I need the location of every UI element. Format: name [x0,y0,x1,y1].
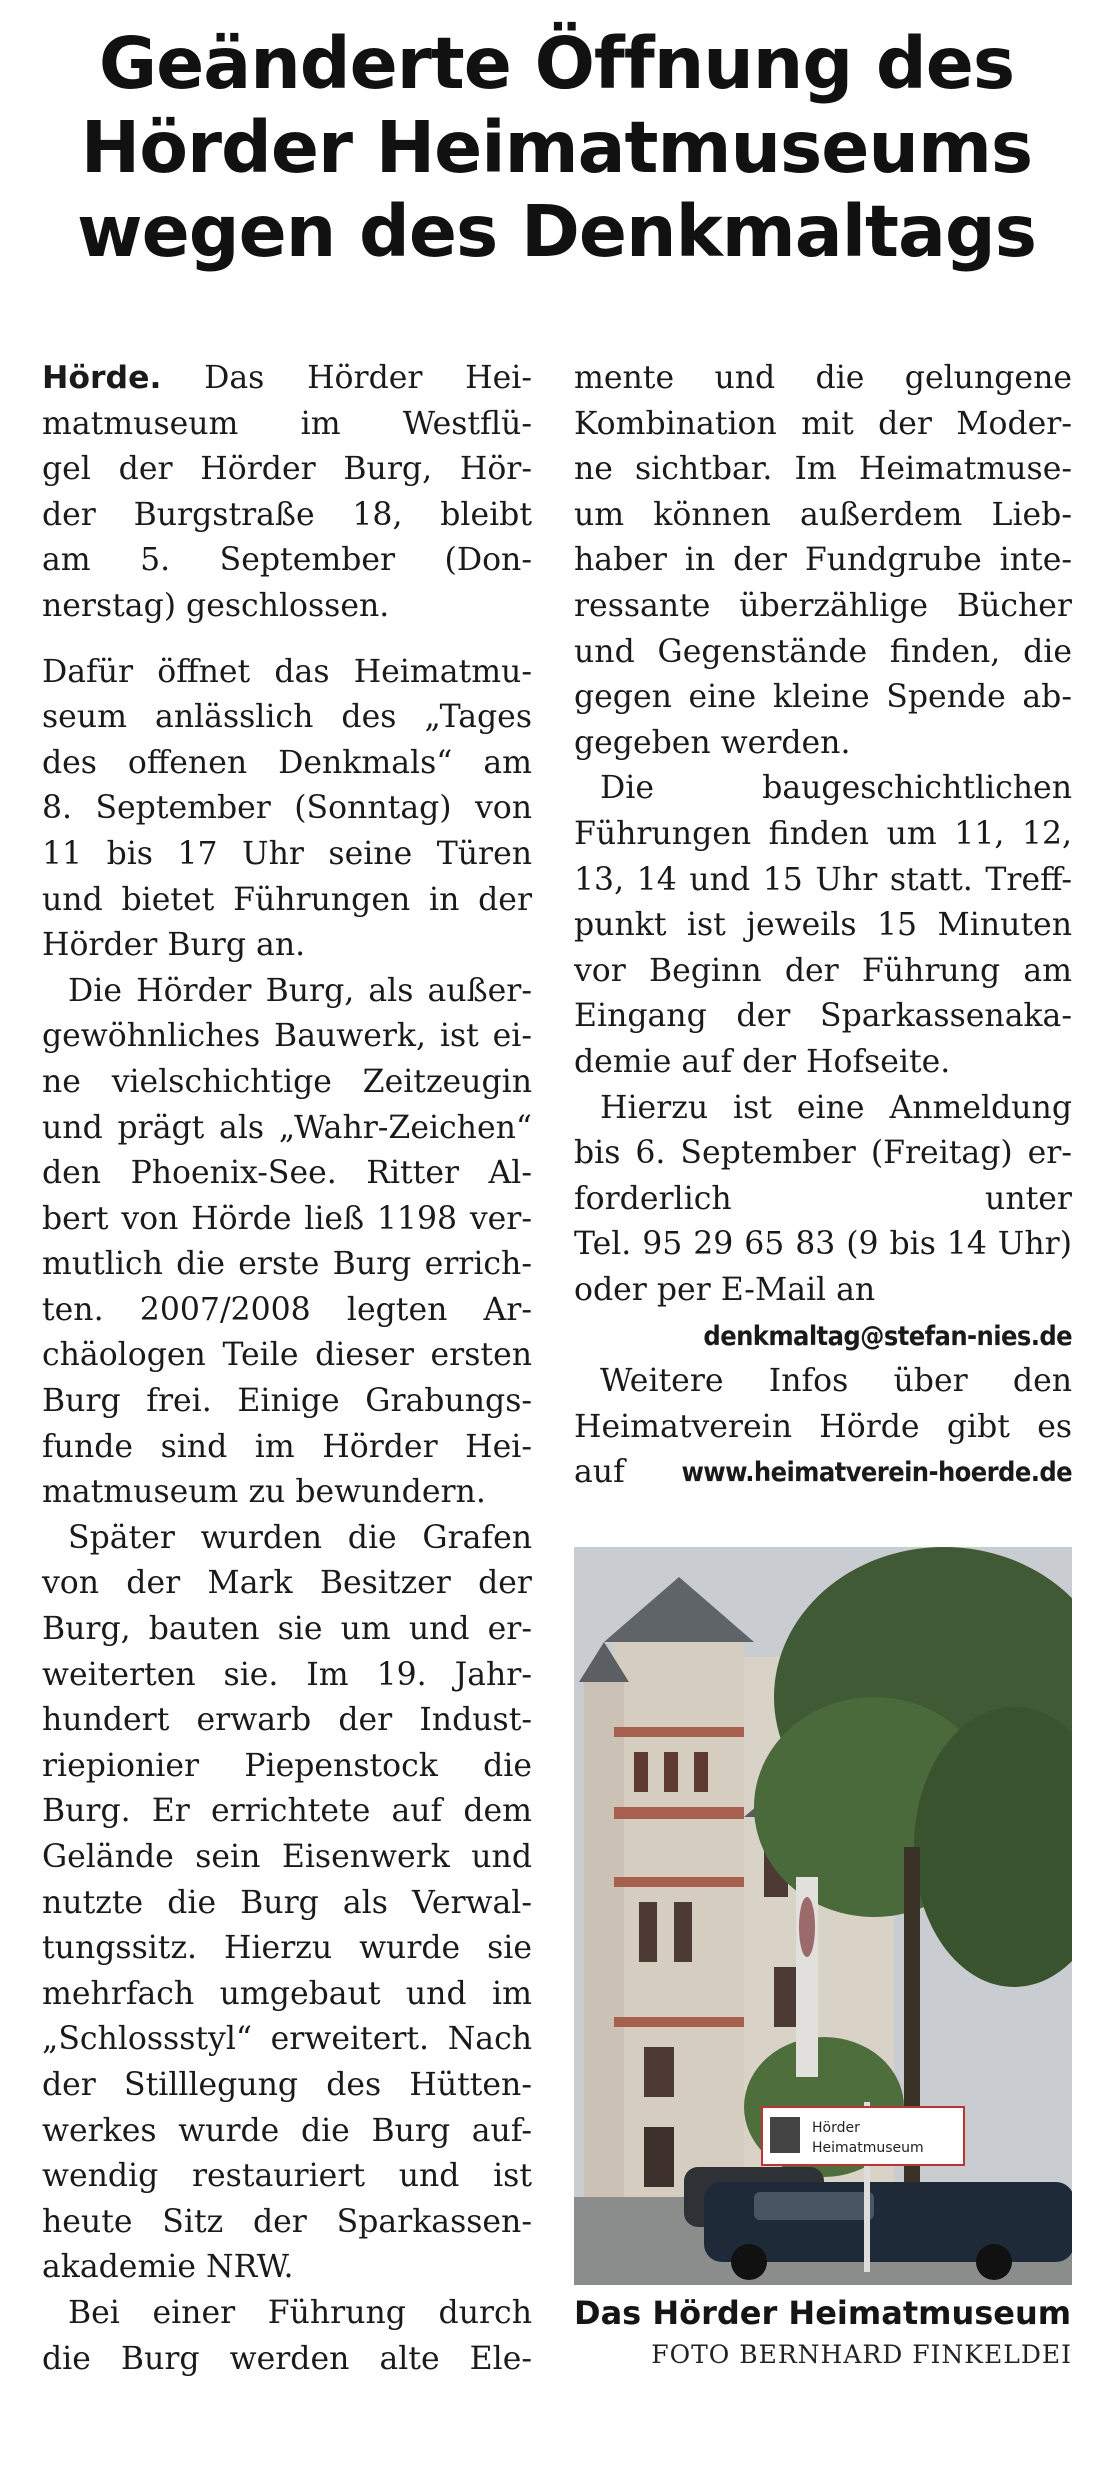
article-line: Die Hörder Burg, als außer- [68,972,532,1009]
article-line: am 5. September (Don- [42,542,532,579]
article-line: Führungen finden um 11, 12, [574,815,1072,852]
article-line: mente und die gelungene [574,360,1072,396]
article-line: und Gegenstände finden, die [574,633,1072,670]
article-line: oder per E-Mail an [574,1271,876,1308]
article-line: auf www.heimatverein-hoerde.de [574,1450,1072,1496]
article-line: nerstag) geschlossen. [42,587,390,624]
article-line: ten. 2007/2008 legten Ar- [42,1291,532,1328]
article-line: ne sichtbar. Im Heimatmuse- [574,451,1072,488]
article-line: tungssitz. Hierzu wurde sie [42,1930,532,1967]
article-line: „Schlossstyl“ erweitert. Nach [42,2021,532,2058]
article-line: ressante überzählige Bücher [574,587,1072,624]
article-line: nutzte die Burg als Verwal- [42,1884,532,1921]
sign-text: Heimatmuseum [812,2140,924,2156]
article-line: bert von Hörde ließ 1198 ver- [42,1200,532,1237]
headline-line-1: Geänderte Öffnung des [98,22,1015,105]
email-link[interactable]: denkmaltag@stefan-nies.de [703,1321,1072,1353]
article-line: 11 bis 17 Uhr seine Türen [42,835,532,872]
headline [30,22,1083,274]
headline-line-2: Hörder Heimatmuseums [80,106,1033,189]
article-line: demie auf der Hofseite. [574,1043,951,1080]
article-line: heute Sitz der Sparkassen- [42,2203,532,2240]
article-line: Hierzu ist eine Anmeldung [600,1089,1072,1126]
museum-photo-illustration [574,1547,1072,2285]
article-line: Bei einer Führung durch [68,2294,532,2331]
article-line: riepionier Piepenstock die [42,1747,532,1784]
article-line: den Phoenix-See. Ritter Al- [42,1155,532,1192]
article-line: des offenen Denkmals“ am [42,744,532,781]
article-line: 8. September (Sonntag) von [42,790,532,827]
article-line: Dafür öffnet das Heimatmu- [42,653,532,690]
article-line: Heimatverein Hörde gibt es [574,1408,1072,1445]
article-line: matmuseum zu bewundern. [42,1474,486,1511]
article-line: Hörder Burg an. [42,927,306,964]
article-line: 13, 14 und 15 Uhr statt. Treff- [574,861,1072,898]
article-line: Eingang der Sparkassenaka- [574,998,1072,1035]
article-line: Weitere Infos über den [600,1363,1072,1400]
photo-credit: FOTO BERNHARD FINKELDEI [651,2340,1072,2369]
article-line: Burg. Er errichtete auf dem [42,1793,532,1830]
dateline: Hörde. [42,360,162,396]
article-column-right [574,356,1072,1496]
article-line: gel der Hörder Burg, Hör- [42,451,532,488]
article-line: weiterten sie. Im 19. Jahr- [42,1656,532,1693]
article-line: die Burg werden alte Ele- [42,2340,532,2377]
article-line: Kombination mit der Moder- [574,405,1072,442]
article-line: werkes wurde die Burg auf- [42,2112,532,2149]
article-line: seum anlässlich des „Tages [42,699,532,736]
article-line: ne vielschichtige Zeitzeugin [42,1063,532,1100]
article-line: Die baugeschichtlichen [600,770,1072,807]
article-line: Burg frei. Einige Grabungs- [42,1383,532,1420]
website-link[interactable]: www.heimatverein-hoerde.de [681,1457,1072,1489]
photo-caption: Das Hörder Heimatmuseum [574,2294,1072,2332]
article-line: Burg, bauten sie um und er- [42,1611,532,1648]
article-line: um können außerdem Lieb- [574,496,1072,533]
article-line: und prägt als „Wahr-Zeichen“ [42,1109,532,1146]
headline-line-3: wegen des Denkmaltags [77,190,1036,273]
article-line: gewöhnliches Bauwerk, ist ei- [42,1018,532,1055]
article-line: gegen eine kleine Spende ab- [574,679,1072,716]
article-line: bis 6. September (Freitag) er- [574,1135,1072,1172]
article-line: Hörde. Das Hörder Hei- [42,360,532,396]
museum-photo [574,1547,1072,2285]
article-line: funde sind im Hörder Hei- [42,1428,532,1465]
article-line [574,1313,1072,1359]
article-line: gegeben werden. [574,724,851,761]
article-line: mutlich die erste Burg errich- [42,1246,532,1283]
article-line: punkt ist jeweils 15 Minuten [574,907,1072,944]
sign-text: Hörder [812,2120,860,2136]
article-line: forderlich unter [574,1180,1072,1217]
article-line: der Burgstraße 18, bleibt [42,496,532,533]
article-line: und bietet Führungen in der [42,881,532,918]
article-line: akademie NRW. [42,2249,294,2286]
article-line: Gelände sein Eisenwerk und [42,1839,532,1875]
article-line: matmuseum im Westflü- [42,405,532,442]
article-line: chäologen Teile dieser ersten [42,1337,532,1374]
article-line: wendig restauriert und ist [42,2158,532,2195]
article-line: haber in der Fundgrube inte- [574,542,1072,579]
article-line: vor Beginn der Führung am [574,952,1072,989]
article-line: von der Mark Besitzer der [42,1565,532,1602]
article-column-left [42,356,532,2382]
article-line: mehrfach umgebaut und im [42,1975,532,2012]
article-line: der Stilllegung des Hütten- [42,2066,532,2103]
article-line: Später wurden die Grafen [68,1519,532,1556]
article-line: Tel. 95 29 65 83 (9 bis 14 Uhr) [574,1226,1072,1263]
article-line: hundert erwarb der Indust- [42,1702,532,1739]
